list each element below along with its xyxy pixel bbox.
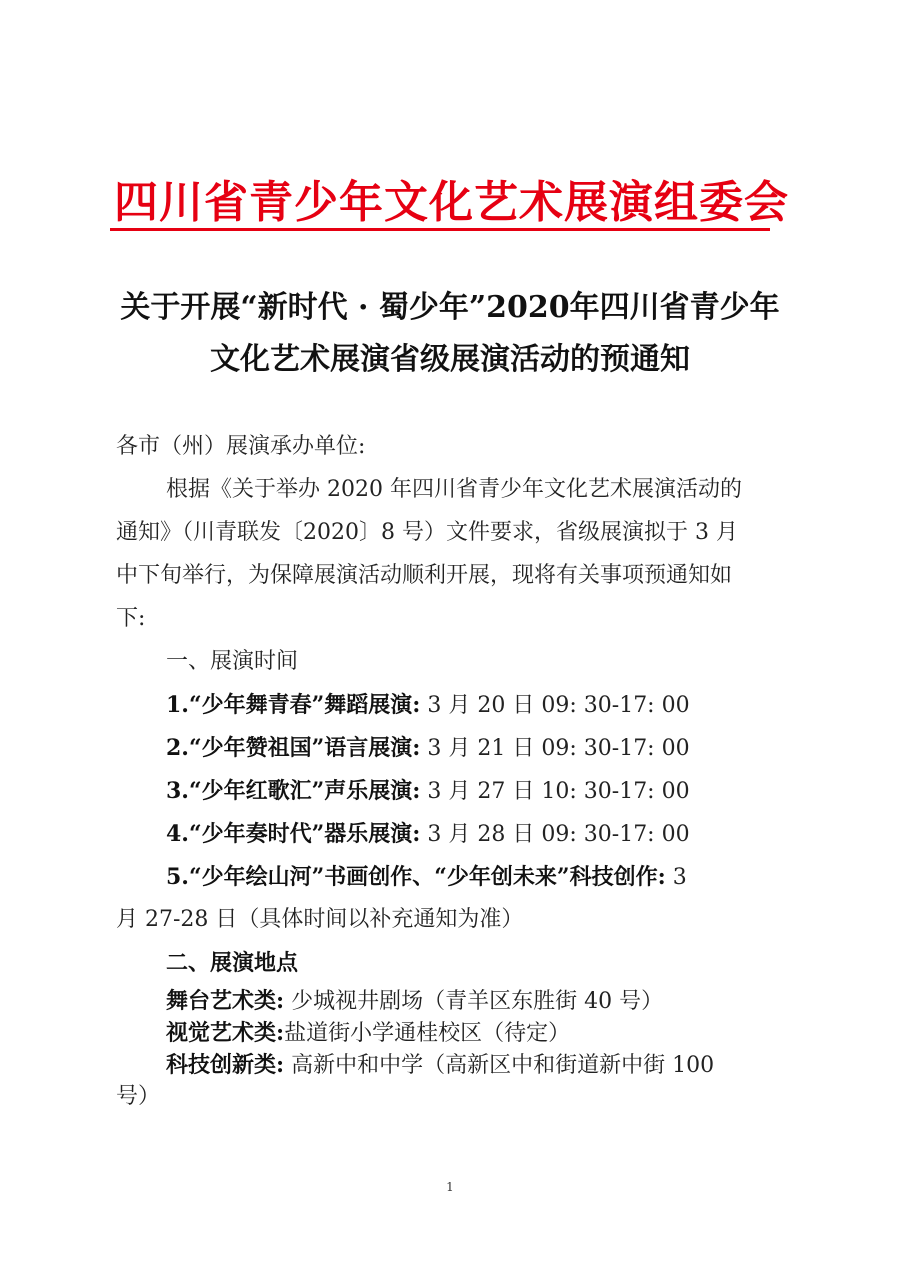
schedule-item-label: 5.“少年绘山河”书画创作、“少年创未来”科技创作: — [166, 864, 666, 890]
venue-item-label: 舞台艺术类: — [166, 988, 285, 1014]
intro-line-1: 根据《关于举办 2020 年四川省青少年文化艺术展演活动的 — [166, 477, 742, 502]
section-heading-time: 一、展演时间 — [166, 649, 299, 674]
venue-item-label: 科技创新类: — [166, 1052, 285, 1078]
schedule-item-time: 3 月 27 日 10: 30-17: 00 — [420, 779, 690, 804]
notice-title-line-2: 文化艺术展演省级展演活动的预通知 — [210, 342, 690, 377]
section-heading-venue: 二、展演地点 — [166, 950, 299, 976]
intro-line-4: 下: — [116, 606, 146, 631]
schedule-item-label: 1.“少年舞青春”舞蹈展演: — [166, 692, 421, 718]
red-header-rule — [110, 228, 770, 231]
schedule-item — [166, 737, 690, 760]
notice-title-line-1: 关于开展“新时代 · 蜀少年”2020年四川省青少年 — [120, 290, 780, 325]
venue-item-place: 高新中和中学（高新区中和街道新中街 100 — [284, 1053, 715, 1078]
schedule-item-time: 3 — [665, 865, 687, 890]
page-number: 1 — [446, 1180, 454, 1194]
schedule-item-time: 3 月 28 日 09: 30-17: 00 — [420, 822, 690, 847]
issuing-organization: 四川省青少年文化艺术展演组委会 — [114, 177, 789, 228]
schedule-item — [166, 866, 687, 889]
venue-item — [166, 1054, 714, 1077]
schedule-item — [166, 780, 690, 803]
schedule-item — [166, 823, 690, 846]
venue-item-label: 视觉艺术类: — [166, 1020, 285, 1046]
venue-item — [166, 1022, 570, 1045]
venue-continuation: 号） — [116, 1084, 161, 1109]
salutation: 各市（州）展演承办单位: — [116, 434, 366, 459]
schedule-item-label: 3.“少年红歌汇”声乐展演: — [166, 778, 421, 804]
schedule-item-time: 3 月 20 日 09: 30-17: 00 — [420, 693, 690, 718]
schedule-item-label: 4.“少年奏时代”器乐展演: — [166, 821, 421, 847]
schedule-continuation: 月 27-28 日（具体时间以补充通知为准） — [116, 907, 524, 932]
venue-item-place: 盐道街小学通桂校区（待定） — [284, 1021, 571, 1046]
schedule-item — [166, 694, 690, 717]
venue-item — [166, 990, 663, 1013]
venue-item-place: 少城视井剧场（青羊区东胜街 40 号） — [284, 989, 664, 1014]
schedule-item-time: 3 月 21 日 09: 30-17: 00 — [420, 736, 690, 761]
intro-line-2: 通知》（川青联发〔2020〕8 号）文件要求，省级展演拟于 3 月 — [116, 520, 738, 545]
schedule-item-label: 2.“少年赞祖国”语言展演: — [166, 735, 421, 761]
intro-line-3: 中下旬举行，为保障展演活动顺利开展，现将有关事项预通知如 — [116, 563, 733, 588]
